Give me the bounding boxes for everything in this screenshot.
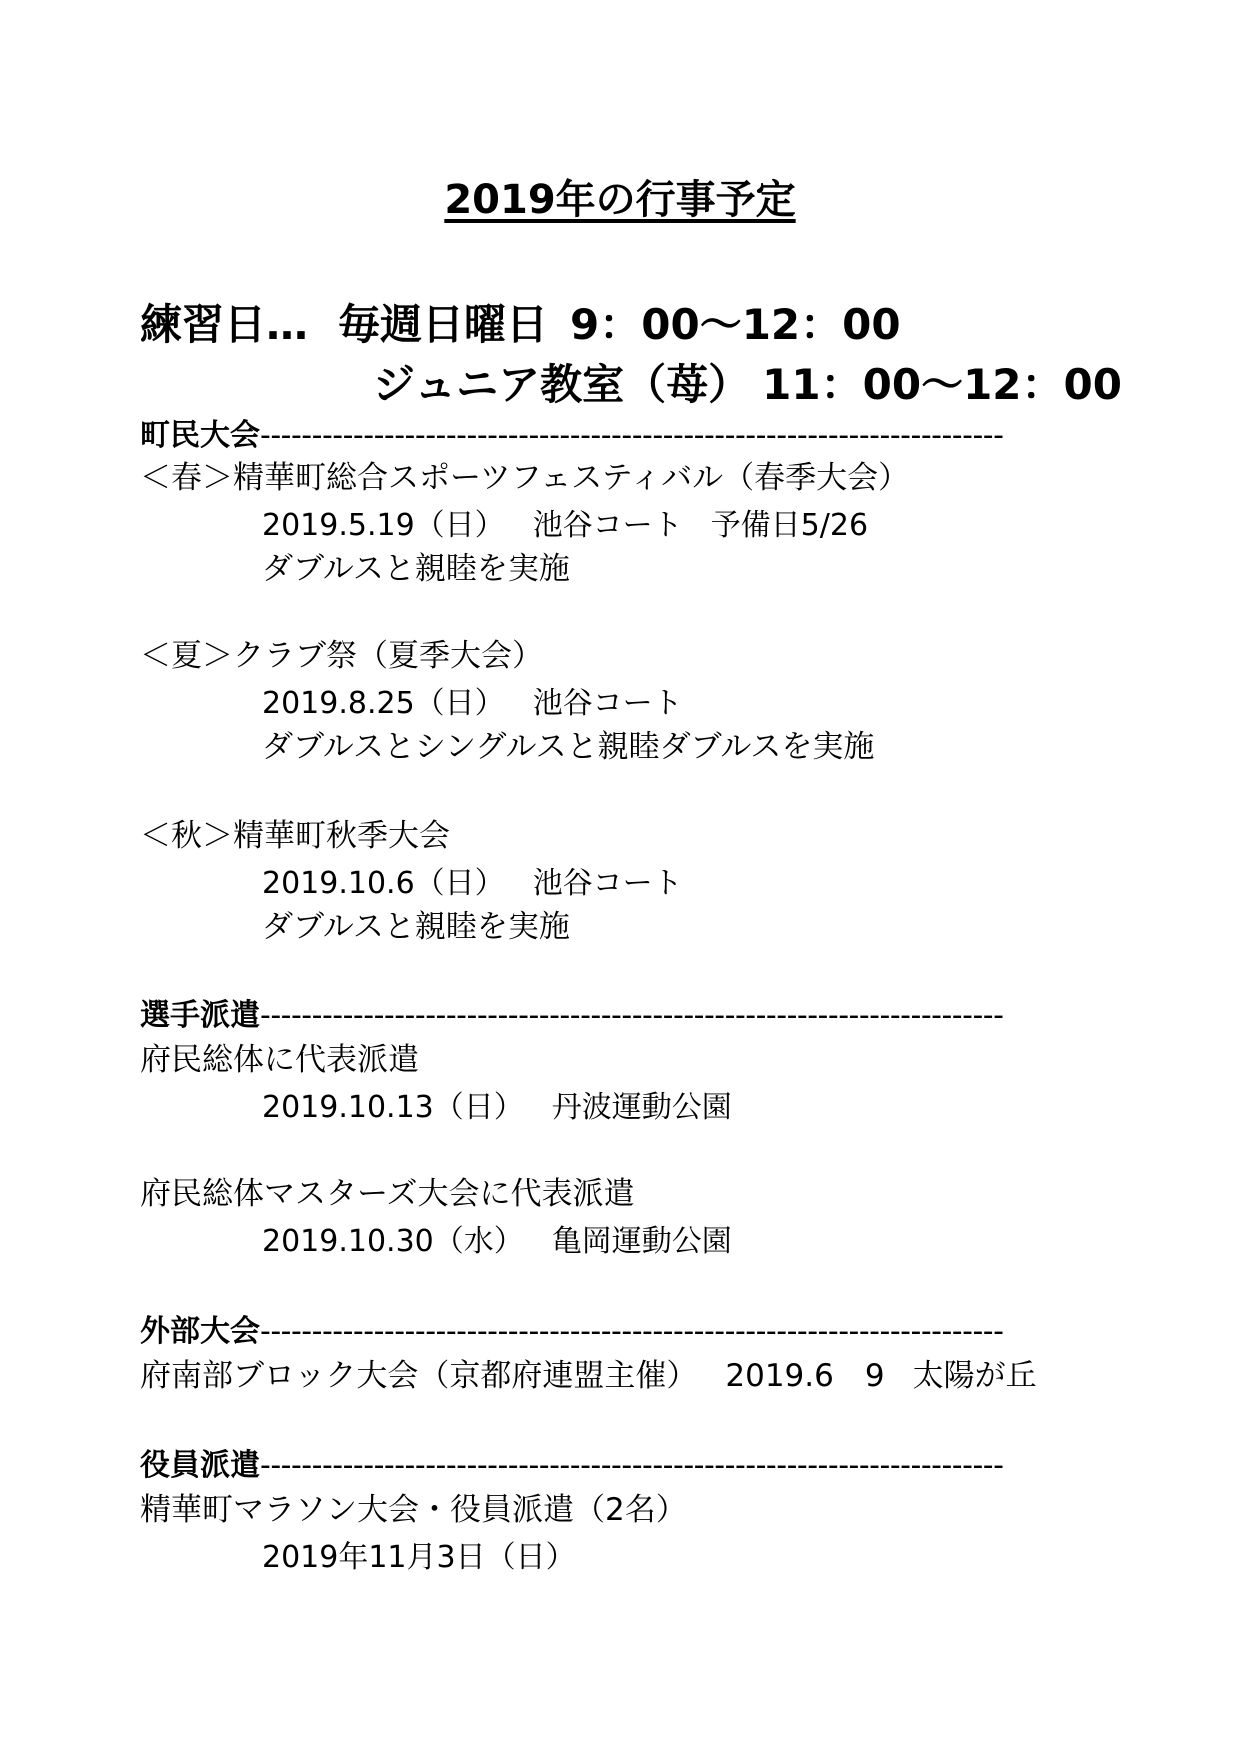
section-header-players: 選手派遣------------------------------------------------------------------------ — [140, 998, 1004, 1033]
junior-label: ジュニア教室（苺） — [373, 360, 751, 409]
event-note: ダブルスと親睦を実施 — [262, 909, 570, 945]
junior-schedule — [373, 352, 1122, 412]
junior-time: 11：00～12：00 — [762, 360, 1122, 409]
section-header-external: 外部大会------------------------------------------------------------------------ — [140, 1314, 1004, 1349]
practice-schedule — [140, 292, 901, 352]
event-details: 2019.5.19（日） 池谷コート 予備日5/26 — [262, 508, 869, 543]
practice-day: 毎週日曜日 — [338, 300, 549, 349]
event-title: 府民総体マスターズ大会に代表派遣 — [140, 1176, 635, 1212]
section-header-town: 町民大会------------------------------------------------------------------------ — [140, 418, 1004, 453]
event-details: 2019.10.13（日） 丹波運動公園 — [262, 1090, 732, 1125]
event-title: ＜春＞精華町総合スポーツフェスティバル（春季大会） — [140, 460, 910, 496]
event-note: ダブルスと親睦を実施 — [262, 551, 570, 587]
practice-time: 9：00～12：00 — [570, 300, 901, 349]
event-title: ＜秋＞精華町秋季大会 — [140, 818, 450, 854]
event-details: 府南部ブロック大会（京都府連盟主催） 2019.6 9 太陽が丘 — [140, 1358, 1037, 1394]
event-title: 精華町マラソン大会・役員派遣（2名） — [140, 1492, 687, 1528]
event-details: 2019.10.6（日） 池谷コート — [262, 866, 683, 901]
event-title: ＜夏＞クラブ祭（夏季大会） — [140, 638, 543, 674]
event-details: 2019.8.25（日） 池谷コート — [262, 686, 683, 721]
page-title: 2019年の行事予定 — [444, 177, 796, 223]
practice-label: 練習日… — [140, 300, 309, 349]
event-note: ダブルスとシングルスと親睦ダブルスを実施 — [262, 729, 875, 765]
section-header-officials: 役員派遣------------------------------------------------------------------------ — [140, 1448, 1004, 1483]
event-details: 2019年11月3日（日） — [262, 1540, 576, 1575]
event-details: 2019.10.30（水） 亀岡運動公園 — [262, 1224, 732, 1259]
event-title: 府民総体に代表派遣 — [140, 1042, 419, 1078]
